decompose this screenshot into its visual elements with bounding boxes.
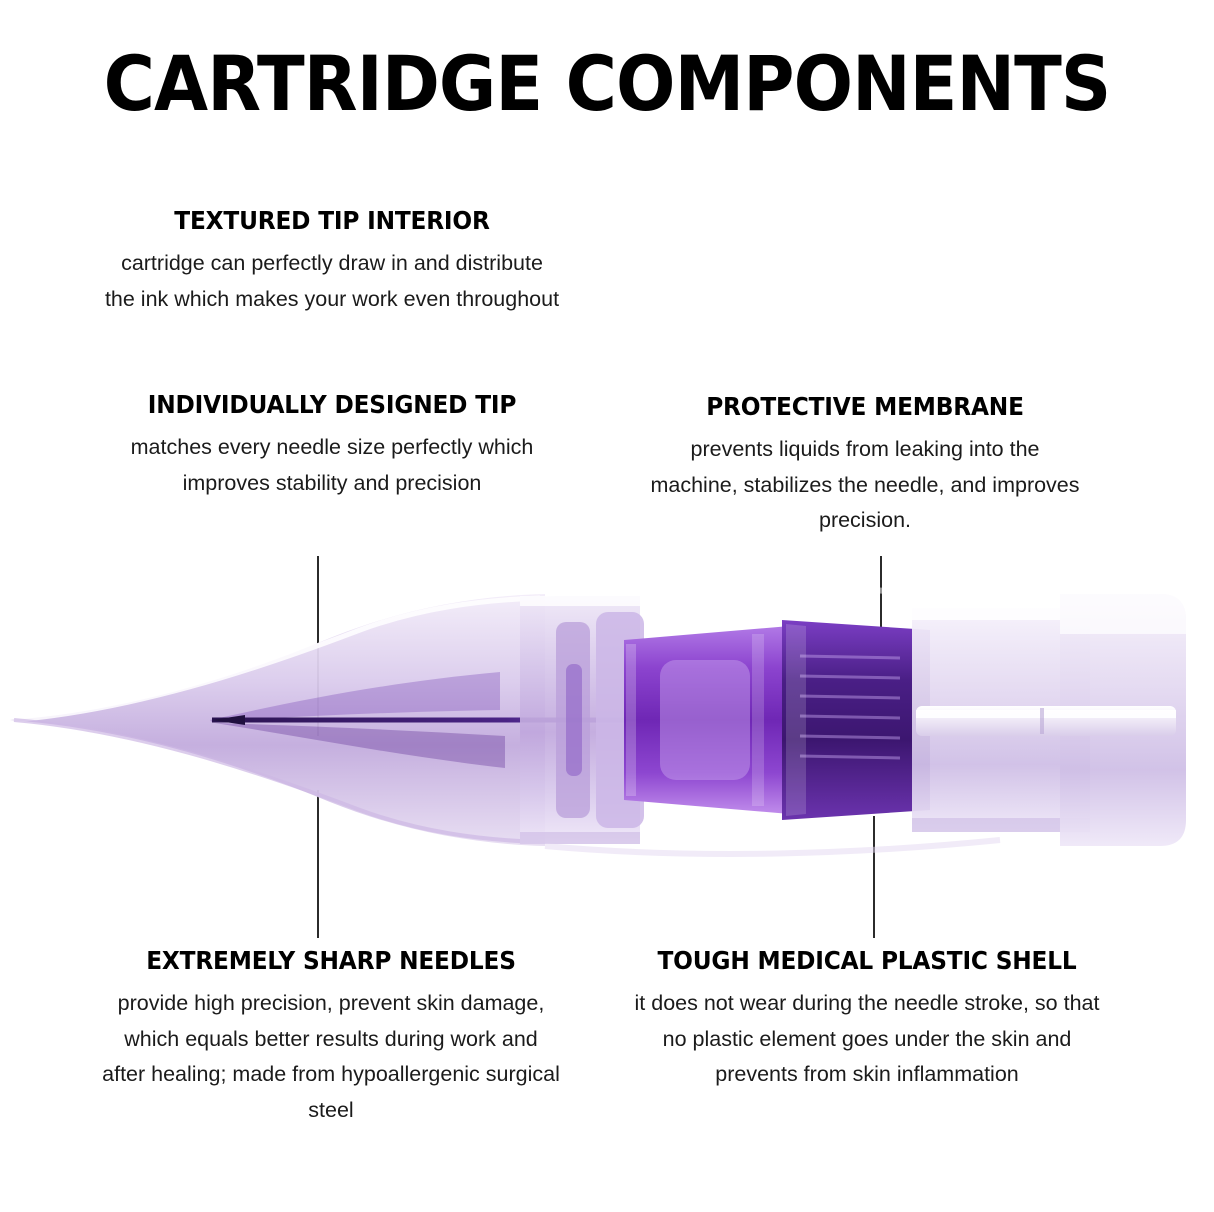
callout-textured-tip-interior [104, 206, 560, 317]
purple-grip [624, 626, 790, 814]
plunger-stem [916, 706, 1176, 736]
callout-tough-medical-plastic-shell [632, 946, 1102, 1093]
callout-body: matches every needle size perfectly which improves stability and precision [130, 435, 534, 495]
callout-protective-membrane [650, 392, 1080, 539]
callout-body: it does not wear during the needle stroke, so that no plastic element goes under the skin and prevents from skin inflammation [634, 991, 1100, 1087]
callout-individually-designed-tip [120, 390, 544, 501]
callout-body: cartridge can perfectly draw in and distribute the ink which makes your work even throughout [104, 251, 560, 311]
page-title: CARTRIDGE COMPONENTS [103, 39, 1111, 128]
callout-heading: EXTREMELY SHARP NEEDLES [146, 946, 516, 975]
callout-body: prevents liquids from leaking into the machine, stabilizes the needle, and improves precision. [650, 437, 1080, 533]
cartridge-illustration [0, 560, 1214, 920]
callout-body: provide high precision, prevent skin damage, which equals better results during work and after healing; made from hypoallergenic surgical steel [102, 991, 560, 1123]
callout-heading: PROTECTIVE MEMBRANE [706, 392, 1024, 421]
deep-purple-ring [782, 620, 930, 820]
callout-heading: TOUGH MEDICAL PLASTIC SHELL [657, 946, 1077, 975]
callout-heading: INDIVIDUALLY DESIGNED TIP [147, 390, 517, 419]
callout-heading: TEXTURED TIP INTERIOR [174, 206, 490, 235]
callout-extremely-sharp-needles [100, 946, 562, 1129]
